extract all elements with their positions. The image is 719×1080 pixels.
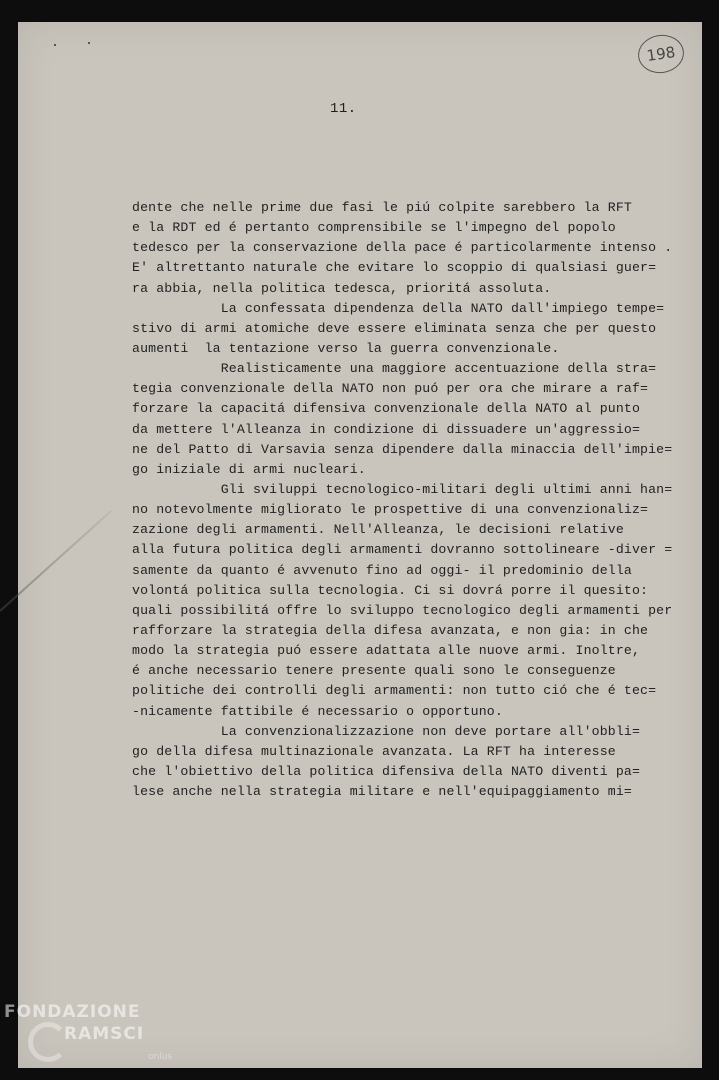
text-line: no notevolmente migliorato le prospettive di una convenzionaliz= bbox=[132, 502, 649, 518]
watermark-line1: FONDAZIONE bbox=[4, 1002, 141, 1022]
text-line: politiche dei controlli degli armamenti: non tutto ció che é tec= bbox=[132, 683, 657, 699]
page-number: 11. bbox=[330, 101, 357, 117]
text-line: -nicamente fattibile é necessario o opportuno. bbox=[132, 703, 503, 719]
text-line: go della difesa multinazionale avanzata. La RFT ha interesse bbox=[132, 743, 616, 759]
text-line: da mettere l'Alleanza in condizione di dissuadere un'aggressio= bbox=[132, 421, 641, 437]
text-line: stivo di armi atomiche deve essere eliminata senza che per questo bbox=[132, 320, 657, 336]
text-line: forzare la capacitá difensiva convenzionale della NATO al punto bbox=[132, 401, 641, 417]
text-line: E' altrettanto naturale che evitare lo scoppio di qualsiasi guer= bbox=[132, 260, 657, 276]
document-body bbox=[132, 198, 692, 802]
text-line: rafforzare la strategia della difesa avanzata, e non gia: in che bbox=[132, 622, 649, 638]
text-line: zazione degli armamenti. Nell'Alleanza, le decisioni relative bbox=[132, 522, 624, 538]
text-line: samente da quanto é avvenuto fino ad oggi- il predominio della bbox=[132, 562, 632, 578]
fondazione-gramsci-watermark bbox=[4, 1000, 184, 1070]
text-line: e la RDT ed é pertanto comprensibile se l'impegno del popolo bbox=[132, 220, 616, 236]
text-line: ne del Patto di Varsavia senza dipendere dalla minaccia dell'impie= bbox=[132, 441, 673, 457]
text-line: che l'obiettivo della politica difensiva della NATO diventi pa= bbox=[132, 763, 641, 779]
text-line: é anche necessario tenere presente quali sono le conseguenze bbox=[132, 663, 616, 679]
text-line: tegia convenzionale della NATO non puó per ora che mirare a raf= bbox=[132, 381, 649, 397]
text-line: Gli sviluppi tecnologico-militari degli ultimi anni han= bbox=[132, 481, 673, 497]
document-page bbox=[18, 22, 702, 1068]
text-line: go iniziale di armi nucleari. bbox=[132, 461, 366, 477]
watermark-line2: RAMSCI bbox=[64, 1024, 145, 1044]
watermark-onlus: onlus bbox=[148, 1052, 173, 1062]
text-line: modo la strategia puó essere adattata alle nuove armi. Inoltre, bbox=[132, 643, 641, 659]
text-line: dente che nelle prime due fasi le piú colpite sarebbero la RFT bbox=[132, 200, 632, 215]
text-line: La confessata dipendenza della NATO dall'impiego tempe= bbox=[132, 300, 665, 316]
text-line: La convenzionalizzazione non deve portare all'obbli= bbox=[132, 723, 641, 739]
text-line: volontá politica sulla tecnologia. Ci si dovrá porre il quesito: bbox=[132, 582, 649, 598]
text-line: ra abbia, nella politica tedesca, prioritá assoluta. bbox=[132, 280, 552, 296]
text-line: Realisticamente una maggiore accentuazione della stra= bbox=[132, 361, 657, 377]
text-line: alla futura politica degli armamenti dovranno sottolineare -diver = bbox=[132, 542, 673, 558]
paper-speck bbox=[54, 44, 56, 46]
text-line: tedesco per la conservazione della pace é particolarmente intenso . bbox=[132, 240, 673, 256]
paper-speck bbox=[88, 42, 90, 44]
text-line: aumenti la tentazione verso la guerra convenzionale. bbox=[132, 340, 560, 356]
text-line: quali possibilitá offre lo sviluppo tecnologico degli armamenti per bbox=[132, 602, 673, 618]
text-line: lese anche nella strategia militare e nell'equipaggiamento mi= bbox=[132, 784, 632, 800]
watermark-g-logo bbox=[28, 1022, 68, 1062]
archive-number: 198 bbox=[636, 32, 687, 76]
